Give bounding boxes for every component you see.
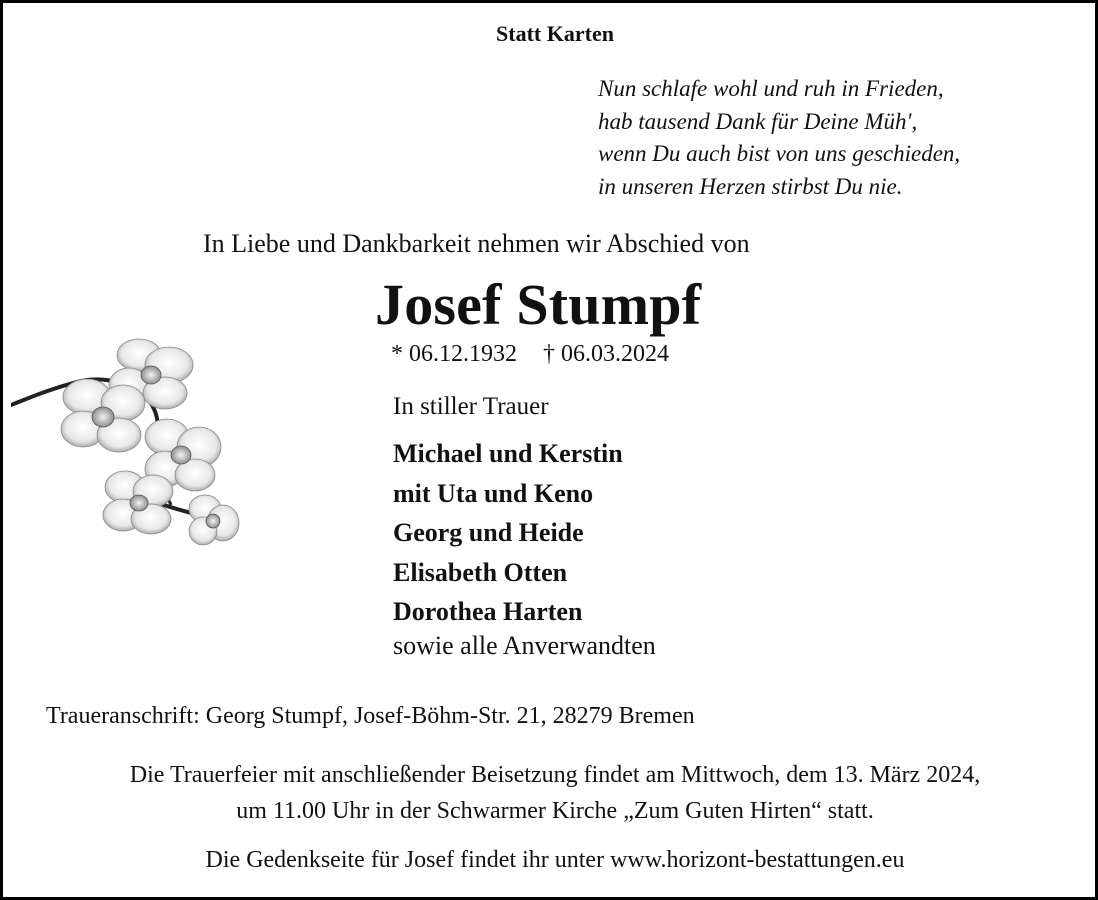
poem-line: hab tausend Dank für Deine Müh',	[598, 108, 918, 134]
ceremony-info	[9, 757, 1098, 829]
poem-line: in unseren Herzen stirbst Du nie.	[598, 173, 903, 199]
deceased-name: Josef Stumpf	[375, 272, 702, 337]
orchid-image	[11, 323, 243, 555]
mourners-list	[393, 434, 623, 632]
poem-line: Nun schlafe wohl und ruh in Frieden,	[598, 76, 944, 101]
poem	[598, 73, 960, 203]
mourner-name: Michael und Kerstin	[393, 439, 623, 468]
mourner-name: Dorothea Harten	[393, 597, 583, 626]
mourner-name: Elisabeth Otten	[393, 557, 568, 587]
farewell-intro: In Liebe und Dankbarkeit nehmen wir Abschied von	[203, 229, 750, 258]
header-title: Statt Karten	[496, 21, 614, 46]
mourner-name: Georg und Heide	[393, 518, 584, 547]
death-date: † 06.03.2024	[543, 341, 669, 367]
relatives-line: sowie alle Anverwandten	[393, 631, 656, 660]
memorial-page-info: Die Gedenkseite für Josef findet ihr unter www.horizont-bestattungen.eu	[205, 847, 905, 873]
mourning-address: Traueranschrift: Georg Stumpf, Josef-Böhm-Str. 21, 28279 Bremen	[46, 703, 695, 729]
mourners-intro: In stiller Trauer	[393, 393, 549, 420]
ceremony-line: Die Trauerfeier mit anschließender Beisetzung findet am Mittwoch, dem 13. März 2024,	[129, 762, 981, 788]
ceremony-line: um 11.00 Uhr in der Schwarmer Kirche „Zum Guten Hirten“ statt.	[236, 798, 874, 824]
birth-date: * 06.12.1932	[391, 341, 517, 367]
mourner-name: mit Uta und Keno	[393, 478, 594, 508]
life-dates	[391, 341, 669, 368]
poem-line: wenn Du auch bist von uns geschieden,	[598, 141, 961, 166]
